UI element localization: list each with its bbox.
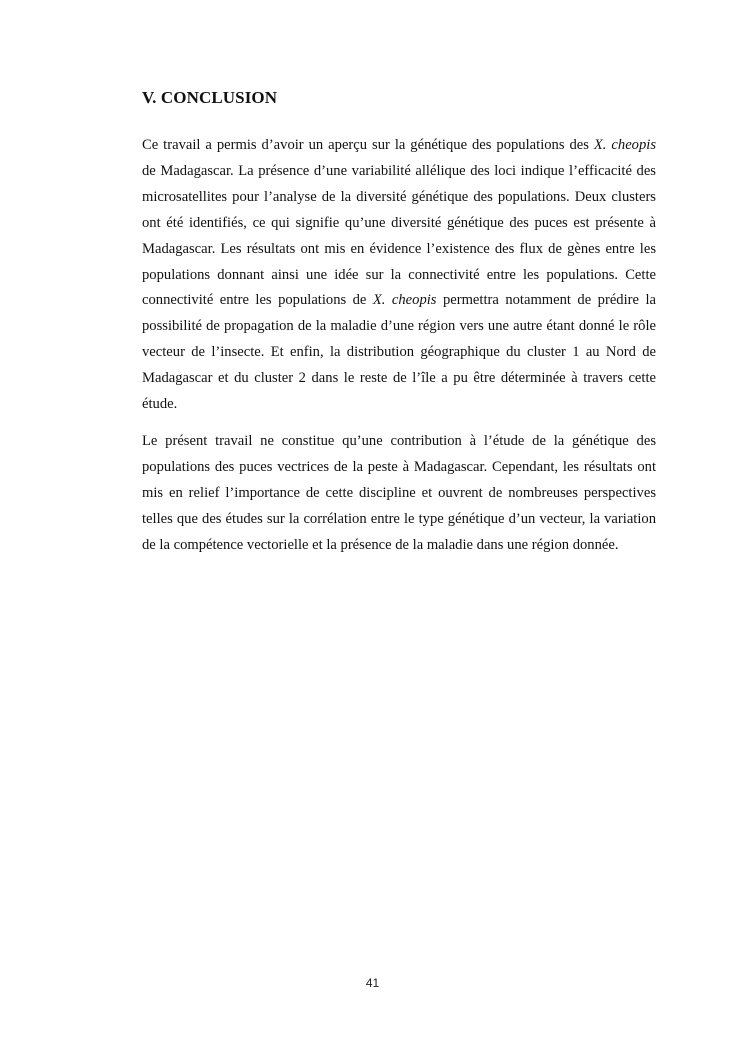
paragraph-line: populations donnant ainsi une idée sur la connectivité entre les populations. Cette: [142, 266, 656, 283]
species-name: X. cheopis: [593, 137, 656, 153]
paragraph-line: vecteur de l’insecte. Et enfin, la distribution géographique du cluster 1 au Nord de: [142, 344, 656, 361]
conclusion-paragraph-2: [142, 429, 656, 559]
paragraph-line: de la compétence vectorielle et la présence de la maladie dans une région donnée.: [142, 536, 619, 553]
paragraph-line: telles que des études sur la corrélation entre le type génétique d’un vecteur, la variation: [142, 510, 656, 527]
species-name: X. cheopis: [372, 292, 437, 309]
paragraph-line: de Madagascar. La présence d’une variabilité allélique des loci indique l’efficacité des: [142, 162, 656, 179]
paragraph-line: possibilité de propagation de la maladie d’une région vers une autre étant donné le rôle: [142, 318, 656, 335]
page-number: 41: [365, 976, 380, 990]
paragraph-line: ont été identifiés, ce qui signifie qu’une diversité génétique des puces est présente à: [142, 214, 656, 231]
paragraph-line: microsatellites pour l’analyse de la diversité génétique des populations. Deux clusters: [142, 188, 656, 205]
paragraph-line: Ce travail a permis d’avoir un aperçu sur la génétique des populations des X. cheopis: [142, 137, 656, 153]
paragraph-line: Madagascar. Les résultats ont mis en évidence l’existence des flux de gènes entre les: [142, 240, 656, 257]
paragraph-line: connectivité entre les populations de X. cheopis permettra notamment de prédire la: [142, 292, 656, 309]
paragraph-line: populations des puces vectrices de la peste à Madagascar. Cependant, les résultats ont: [142, 458, 656, 475]
paragraph-line: Le présent travail ne constitue qu’une contribution à l’étude de la génétique des: [142, 433, 656, 449]
conclusion-paragraph-1: [142, 133, 656, 418]
paragraph-line: étude.: [142, 396, 178, 413]
section-heading: V. CONCLUSION: [142, 88, 278, 107]
paragraph-line: mis en relief l’importance de cette discipline et ouvrent de nombreuses perspectives: [142, 484, 656, 501]
paragraph-line: Madagascar et du cluster 2 dans le reste de l’île a pu être déterminée à travers cette: [142, 370, 656, 387]
